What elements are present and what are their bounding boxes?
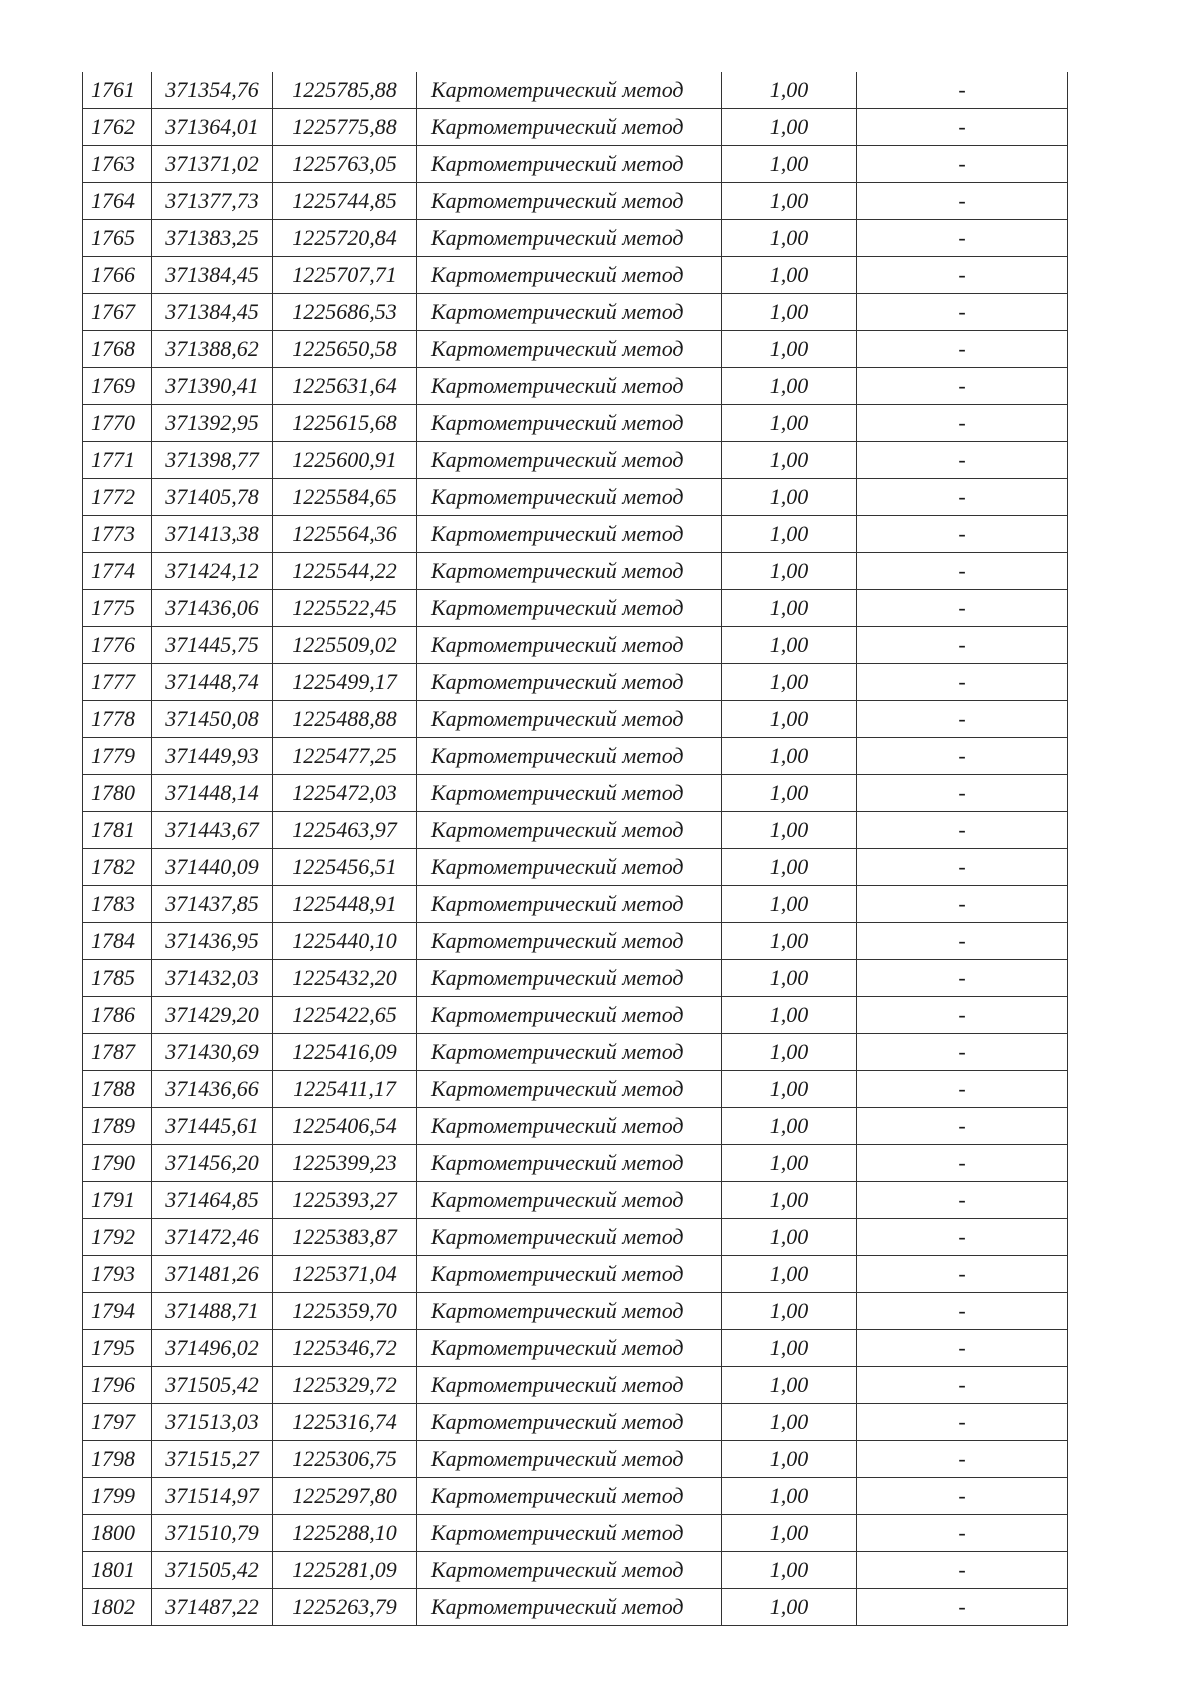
description-cell: - [857,479,1068,516]
x-coordinate-cell: 371377,73 [152,183,273,220]
x-coordinate-cell: 371384,45 [152,294,273,331]
y-coordinate-cell: 1225615,68 [273,405,417,442]
x-coordinate-cell: 371413,38 [152,516,273,553]
description-cell: - [857,553,1068,590]
method-cell: Картометрический метод [417,1367,722,1404]
description-cell: - [857,1071,1068,1108]
point-number-cell: 1797 [83,1404,152,1441]
accuracy-cell: 1,00 [722,146,857,183]
y-coordinate-cell: 1225440,10 [273,923,417,960]
table-row [83,812,1068,849]
method-cell: Картометрический метод [417,812,722,849]
description-cell: - [857,1145,1068,1182]
x-coordinate-cell: 371515,27 [152,1441,273,1478]
x-coordinate-cell: 371436,95 [152,923,273,960]
accuracy-cell: 1,00 [722,405,857,442]
description-cell: - [857,775,1068,812]
accuracy-cell: 1,00 [722,553,857,590]
table-row [83,1256,1068,1293]
description-cell: - [857,1219,1068,1256]
y-coordinate-cell: 1225371,04 [273,1256,417,1293]
point-number-cell: 1798 [83,1441,152,1478]
method-cell: Картометрический метод [417,627,722,664]
accuracy-cell: 1,00 [722,1219,857,1256]
accuracy-cell: 1,00 [722,479,857,516]
accuracy-cell: 1,00 [722,923,857,960]
method-cell: Картометрический метод [417,553,722,590]
table-row [83,1108,1068,1145]
x-coordinate-cell: 371436,06 [152,590,273,627]
point-number-cell: 1768 [83,331,152,368]
method-cell: Картометрический метод [417,701,722,738]
accuracy-cell: 1,00 [722,1441,857,1478]
method-cell: Картометрический метод [417,1441,722,1478]
table-row [83,1589,1068,1626]
table-row [83,1515,1068,1552]
x-coordinate-cell: 371456,20 [152,1145,273,1182]
x-coordinate-cell: 371437,85 [152,886,273,923]
table-row [83,146,1068,183]
table-row [83,1145,1068,1182]
y-coordinate-cell: 1225448,91 [273,886,417,923]
method-cell: Картометрический метод [417,183,722,220]
method-cell: Картометрический метод [417,923,722,960]
y-coordinate-cell: 1225463,97 [273,812,417,849]
accuracy-cell: 1,00 [722,590,857,627]
description-cell: - [857,997,1068,1034]
x-coordinate-cell: 371390,41 [152,368,273,405]
description-cell: - [857,1515,1068,1552]
coordinates-table-body [83,72,1068,1626]
point-number-cell: 1769 [83,368,152,405]
accuracy-cell: 1,00 [722,1589,857,1626]
x-coordinate-cell: 371371,02 [152,146,273,183]
method-cell: Картометрический метод [417,109,722,146]
x-coordinate-cell: 371424,12 [152,553,273,590]
x-coordinate-cell: 371505,42 [152,1552,273,1589]
table-row [83,960,1068,997]
y-coordinate-cell: 1225346,72 [273,1330,417,1367]
table-row [83,1478,1068,1515]
description-cell: - [857,849,1068,886]
coordinates-table [82,72,1068,1626]
description-cell: - [857,1589,1068,1626]
x-coordinate-cell: 371510,79 [152,1515,273,1552]
y-coordinate-cell: 1225393,27 [273,1182,417,1219]
description-cell: - [857,960,1068,997]
description-cell: - [857,1478,1068,1515]
method-cell: Картометрический метод [417,1219,722,1256]
table-row [83,516,1068,553]
y-coordinate-cell: 1225650,58 [273,331,417,368]
accuracy-cell: 1,00 [722,1478,857,1515]
x-coordinate-cell: 371505,42 [152,1367,273,1404]
method-cell: Картометрический метод [417,1478,722,1515]
x-coordinate-cell: 371445,75 [152,627,273,664]
point-number-cell: 1783 [83,886,152,923]
table-row [83,72,1068,109]
description-cell: - [857,109,1068,146]
point-number-cell: 1786 [83,997,152,1034]
table-row [83,997,1068,1034]
accuracy-cell: 1,00 [722,294,857,331]
description-cell: - [857,1441,1068,1478]
point-number-cell: 1791 [83,1182,152,1219]
method-cell: Картометрический метод [417,1256,722,1293]
accuracy-cell: 1,00 [722,109,857,146]
y-coordinate-cell: 1225686,53 [273,294,417,331]
description-cell: - [857,701,1068,738]
accuracy-cell: 1,00 [722,997,857,1034]
x-coordinate-cell: 371430,69 [152,1034,273,1071]
accuracy-cell: 1,00 [722,1145,857,1182]
point-number-cell: 1801 [83,1552,152,1589]
description-cell: - [857,1404,1068,1441]
x-coordinate-cell: 371487,22 [152,1589,273,1626]
accuracy-cell: 1,00 [722,1071,857,1108]
accuracy-cell: 1,00 [722,738,857,775]
y-coordinate-cell: 1225785,88 [273,72,417,109]
method-cell: Картометрический метод [417,368,722,405]
method-cell: Картометрический метод [417,72,722,109]
point-number-cell: 1767 [83,294,152,331]
description-cell: - [857,1552,1068,1589]
description-cell: - [857,1034,1068,1071]
method-cell: Картометрический метод [417,479,722,516]
description-cell: - [857,738,1068,775]
description-cell: - [857,1256,1068,1293]
y-coordinate-cell: 1225422,65 [273,997,417,1034]
description-cell: - [857,627,1068,664]
y-coordinate-cell: 1225316,74 [273,1404,417,1441]
point-number-cell: 1774 [83,553,152,590]
accuracy-cell: 1,00 [722,1404,857,1441]
method-cell: Картометрический метод [417,886,722,923]
point-number-cell: 1766 [83,257,152,294]
description-cell: - [857,183,1068,220]
x-coordinate-cell: 371449,93 [152,738,273,775]
point-number-cell: 1778 [83,701,152,738]
accuracy-cell: 1,00 [722,368,857,405]
point-number-cell: 1763 [83,146,152,183]
description-cell: - [857,923,1068,960]
accuracy-cell: 1,00 [722,812,857,849]
y-coordinate-cell: 1225399,23 [273,1145,417,1182]
point-number-cell: 1792 [83,1219,152,1256]
accuracy-cell: 1,00 [722,1515,857,1552]
table-row [83,331,1068,368]
method-cell: Картометрический метод [417,220,722,257]
table-row [83,183,1068,220]
y-coordinate-cell: 1225263,79 [273,1589,417,1626]
y-coordinate-cell: 1225584,65 [273,479,417,516]
y-coordinate-cell: 1225288,10 [273,1515,417,1552]
table-row [83,664,1068,701]
accuracy-cell: 1,00 [722,775,857,812]
x-coordinate-cell: 371448,74 [152,664,273,701]
x-coordinate-cell: 371440,09 [152,849,273,886]
point-number-cell: 1785 [83,960,152,997]
y-coordinate-cell: 1225544,22 [273,553,417,590]
table-row [83,590,1068,627]
point-number-cell: 1772 [83,479,152,516]
point-number-cell: 1765 [83,220,152,257]
description-cell: - [857,812,1068,849]
method-cell: Картометрический метод [417,1145,722,1182]
method-cell: Картометрический метод [417,590,722,627]
method-cell: Картометрический метод [417,257,722,294]
table-row [83,442,1068,479]
x-coordinate-cell: 371496,02 [152,1330,273,1367]
table-row [83,886,1068,923]
method-cell: Картометрический метод [417,1515,722,1552]
point-number-cell: 1794 [83,1293,152,1330]
table-row [83,1367,1068,1404]
y-coordinate-cell: 1225744,85 [273,183,417,220]
point-number-cell: 1789 [83,1108,152,1145]
accuracy-cell: 1,00 [722,664,857,701]
table-row [83,849,1068,886]
description-cell: - [857,368,1068,405]
point-number-cell: 1790 [83,1145,152,1182]
x-coordinate-cell: 371364,01 [152,109,273,146]
accuracy-cell: 1,00 [722,1182,857,1219]
method-cell: Картометрический метод [417,1108,722,1145]
x-coordinate-cell: 371472,46 [152,1219,273,1256]
x-coordinate-cell: 371392,95 [152,405,273,442]
description-cell: - [857,1367,1068,1404]
y-coordinate-cell: 1225775,88 [273,109,417,146]
y-coordinate-cell: 1225509,02 [273,627,417,664]
point-number-cell: 1780 [83,775,152,812]
point-number-cell: 1762 [83,109,152,146]
description-cell: - [857,1293,1068,1330]
method-cell: Картометрический метод [417,1589,722,1626]
y-coordinate-cell: 1225383,87 [273,1219,417,1256]
accuracy-cell: 1,00 [722,1330,857,1367]
y-coordinate-cell: 1225411,17 [273,1071,417,1108]
x-coordinate-cell: 371450,08 [152,701,273,738]
description-cell: - [857,405,1068,442]
accuracy-cell: 1,00 [722,220,857,257]
y-coordinate-cell: 1225406,54 [273,1108,417,1145]
point-number-cell: 1777 [83,664,152,701]
method-cell: Картометрический метод [417,960,722,997]
point-number-cell: 1800 [83,1515,152,1552]
x-coordinate-cell: 371436,66 [152,1071,273,1108]
table-row [83,479,1068,516]
method-cell: Картометрический метод [417,1182,722,1219]
y-coordinate-cell: 1225477,25 [273,738,417,775]
table-row [83,1219,1068,1256]
y-coordinate-cell: 1225329,72 [273,1367,417,1404]
accuracy-cell: 1,00 [722,72,857,109]
y-coordinate-cell: 1225763,05 [273,146,417,183]
point-number-cell: 1781 [83,812,152,849]
y-coordinate-cell: 1225432,20 [273,960,417,997]
table-row [83,109,1068,146]
y-coordinate-cell: 1225564,36 [273,516,417,553]
y-coordinate-cell: 1225720,84 [273,220,417,257]
table-row [83,368,1068,405]
method-cell: Картометрический метод [417,1293,722,1330]
accuracy-cell: 1,00 [722,701,857,738]
y-coordinate-cell: 1225359,70 [273,1293,417,1330]
point-number-cell: 1764 [83,183,152,220]
y-coordinate-cell: 1225600,91 [273,442,417,479]
x-coordinate-cell: 371514,97 [152,1478,273,1515]
accuracy-cell: 1,00 [722,1256,857,1293]
x-coordinate-cell: 371464,85 [152,1182,273,1219]
y-coordinate-cell: 1225472,03 [273,775,417,812]
table-row [83,294,1068,331]
table-row [83,738,1068,775]
table-row [83,1404,1068,1441]
accuracy-cell: 1,00 [722,1108,857,1145]
method-cell: Картометрический метод [417,1034,722,1071]
point-number-cell: 1784 [83,923,152,960]
point-number-cell: 1776 [83,627,152,664]
x-coordinate-cell: 371383,25 [152,220,273,257]
point-number-cell: 1771 [83,442,152,479]
method-cell: Картометрический метод [417,997,722,1034]
accuracy-cell: 1,00 [722,1367,857,1404]
y-coordinate-cell: 1225297,80 [273,1478,417,1515]
accuracy-cell: 1,00 [722,1034,857,1071]
point-number-cell: 1779 [83,738,152,775]
description-cell: - [857,886,1068,923]
table-row [83,405,1068,442]
x-coordinate-cell: 371481,26 [152,1256,273,1293]
description-cell: - [857,146,1068,183]
y-coordinate-cell: 1225499,17 [273,664,417,701]
table-row [83,1552,1068,1589]
y-coordinate-cell: 1225488,88 [273,701,417,738]
x-coordinate-cell: 371405,78 [152,479,273,516]
table-row [83,1441,1068,1478]
x-coordinate-cell: 371445,61 [152,1108,273,1145]
description-cell: - [857,442,1068,479]
table-row [83,1071,1068,1108]
table-row [83,627,1068,664]
method-cell: Картометрический метод [417,664,722,701]
accuracy-cell: 1,00 [722,886,857,923]
description-cell: - [857,294,1068,331]
accuracy-cell: 1,00 [722,331,857,368]
point-number-cell: 1782 [83,849,152,886]
point-number-cell: 1799 [83,1478,152,1515]
method-cell: Картометрический метод [417,849,722,886]
method-cell: Картометрический метод [417,146,722,183]
point-number-cell: 1761 [83,72,152,109]
accuracy-cell: 1,00 [722,627,857,664]
accuracy-cell: 1,00 [722,183,857,220]
point-number-cell: 1795 [83,1330,152,1367]
x-coordinate-cell: 371354,76 [152,72,273,109]
description-cell: - [857,516,1068,553]
x-coordinate-cell: 371448,14 [152,775,273,812]
description-cell: - [857,1108,1068,1145]
method-cell: Картометрический метод [417,775,722,812]
accuracy-cell: 1,00 [722,960,857,997]
table-row [83,1330,1068,1367]
table-row [83,1034,1068,1071]
point-number-cell: 1802 [83,1589,152,1626]
description-cell: - [857,664,1068,701]
method-cell: Картометрический метод [417,1330,722,1367]
accuracy-cell: 1,00 [722,1552,857,1589]
table-row [83,701,1068,738]
accuracy-cell: 1,00 [722,1293,857,1330]
table-row [83,923,1068,960]
x-coordinate-cell: 371488,71 [152,1293,273,1330]
x-coordinate-cell: 371513,03 [152,1404,273,1441]
point-number-cell: 1775 [83,590,152,627]
description-cell: - [857,72,1068,109]
method-cell: Картометрический метод [417,516,722,553]
table-row [83,1182,1068,1219]
method-cell: Картометрический метод [417,1071,722,1108]
method-cell: Картометрический метод [417,331,722,368]
table-row [83,220,1068,257]
description-cell: - [857,1182,1068,1219]
table-row [83,257,1068,294]
table-row [83,775,1068,812]
y-coordinate-cell: 1225416,09 [273,1034,417,1071]
description-cell: - [857,257,1068,294]
description-cell: - [857,331,1068,368]
point-number-cell: 1770 [83,405,152,442]
method-cell: Картометрический метод [417,294,722,331]
x-coordinate-cell: 371432,03 [152,960,273,997]
x-coordinate-cell: 371429,20 [152,997,273,1034]
method-cell: Картометрический метод [417,442,722,479]
method-cell: Картометрический метод [417,405,722,442]
document-page [82,72,1068,1626]
description-cell: - [857,590,1068,627]
y-coordinate-cell: 1225707,71 [273,257,417,294]
table-row [83,1293,1068,1330]
method-cell: Картометрический метод [417,1404,722,1441]
y-coordinate-cell: 1225306,75 [273,1441,417,1478]
accuracy-cell: 1,00 [722,516,857,553]
description-cell: - [857,1330,1068,1367]
accuracy-cell: 1,00 [722,849,857,886]
accuracy-cell: 1,00 [722,442,857,479]
point-number-cell: 1796 [83,1367,152,1404]
x-coordinate-cell: 371398,77 [152,442,273,479]
x-coordinate-cell: 371388,62 [152,331,273,368]
point-number-cell: 1787 [83,1034,152,1071]
point-number-cell: 1793 [83,1256,152,1293]
table-row [83,553,1068,590]
description-cell: - [857,220,1068,257]
method-cell: Картометрический метод [417,738,722,775]
y-coordinate-cell: 1225522,45 [273,590,417,627]
point-number-cell: 1773 [83,516,152,553]
y-coordinate-cell: 1225631,64 [273,368,417,405]
accuracy-cell: 1,00 [722,257,857,294]
point-number-cell: 1788 [83,1071,152,1108]
method-cell: Картометрический метод [417,1552,722,1589]
x-coordinate-cell: 371443,67 [152,812,273,849]
x-coordinate-cell: 371384,45 [152,257,273,294]
y-coordinate-cell: 1225456,51 [273,849,417,886]
y-coordinate-cell: 1225281,09 [273,1552,417,1589]
